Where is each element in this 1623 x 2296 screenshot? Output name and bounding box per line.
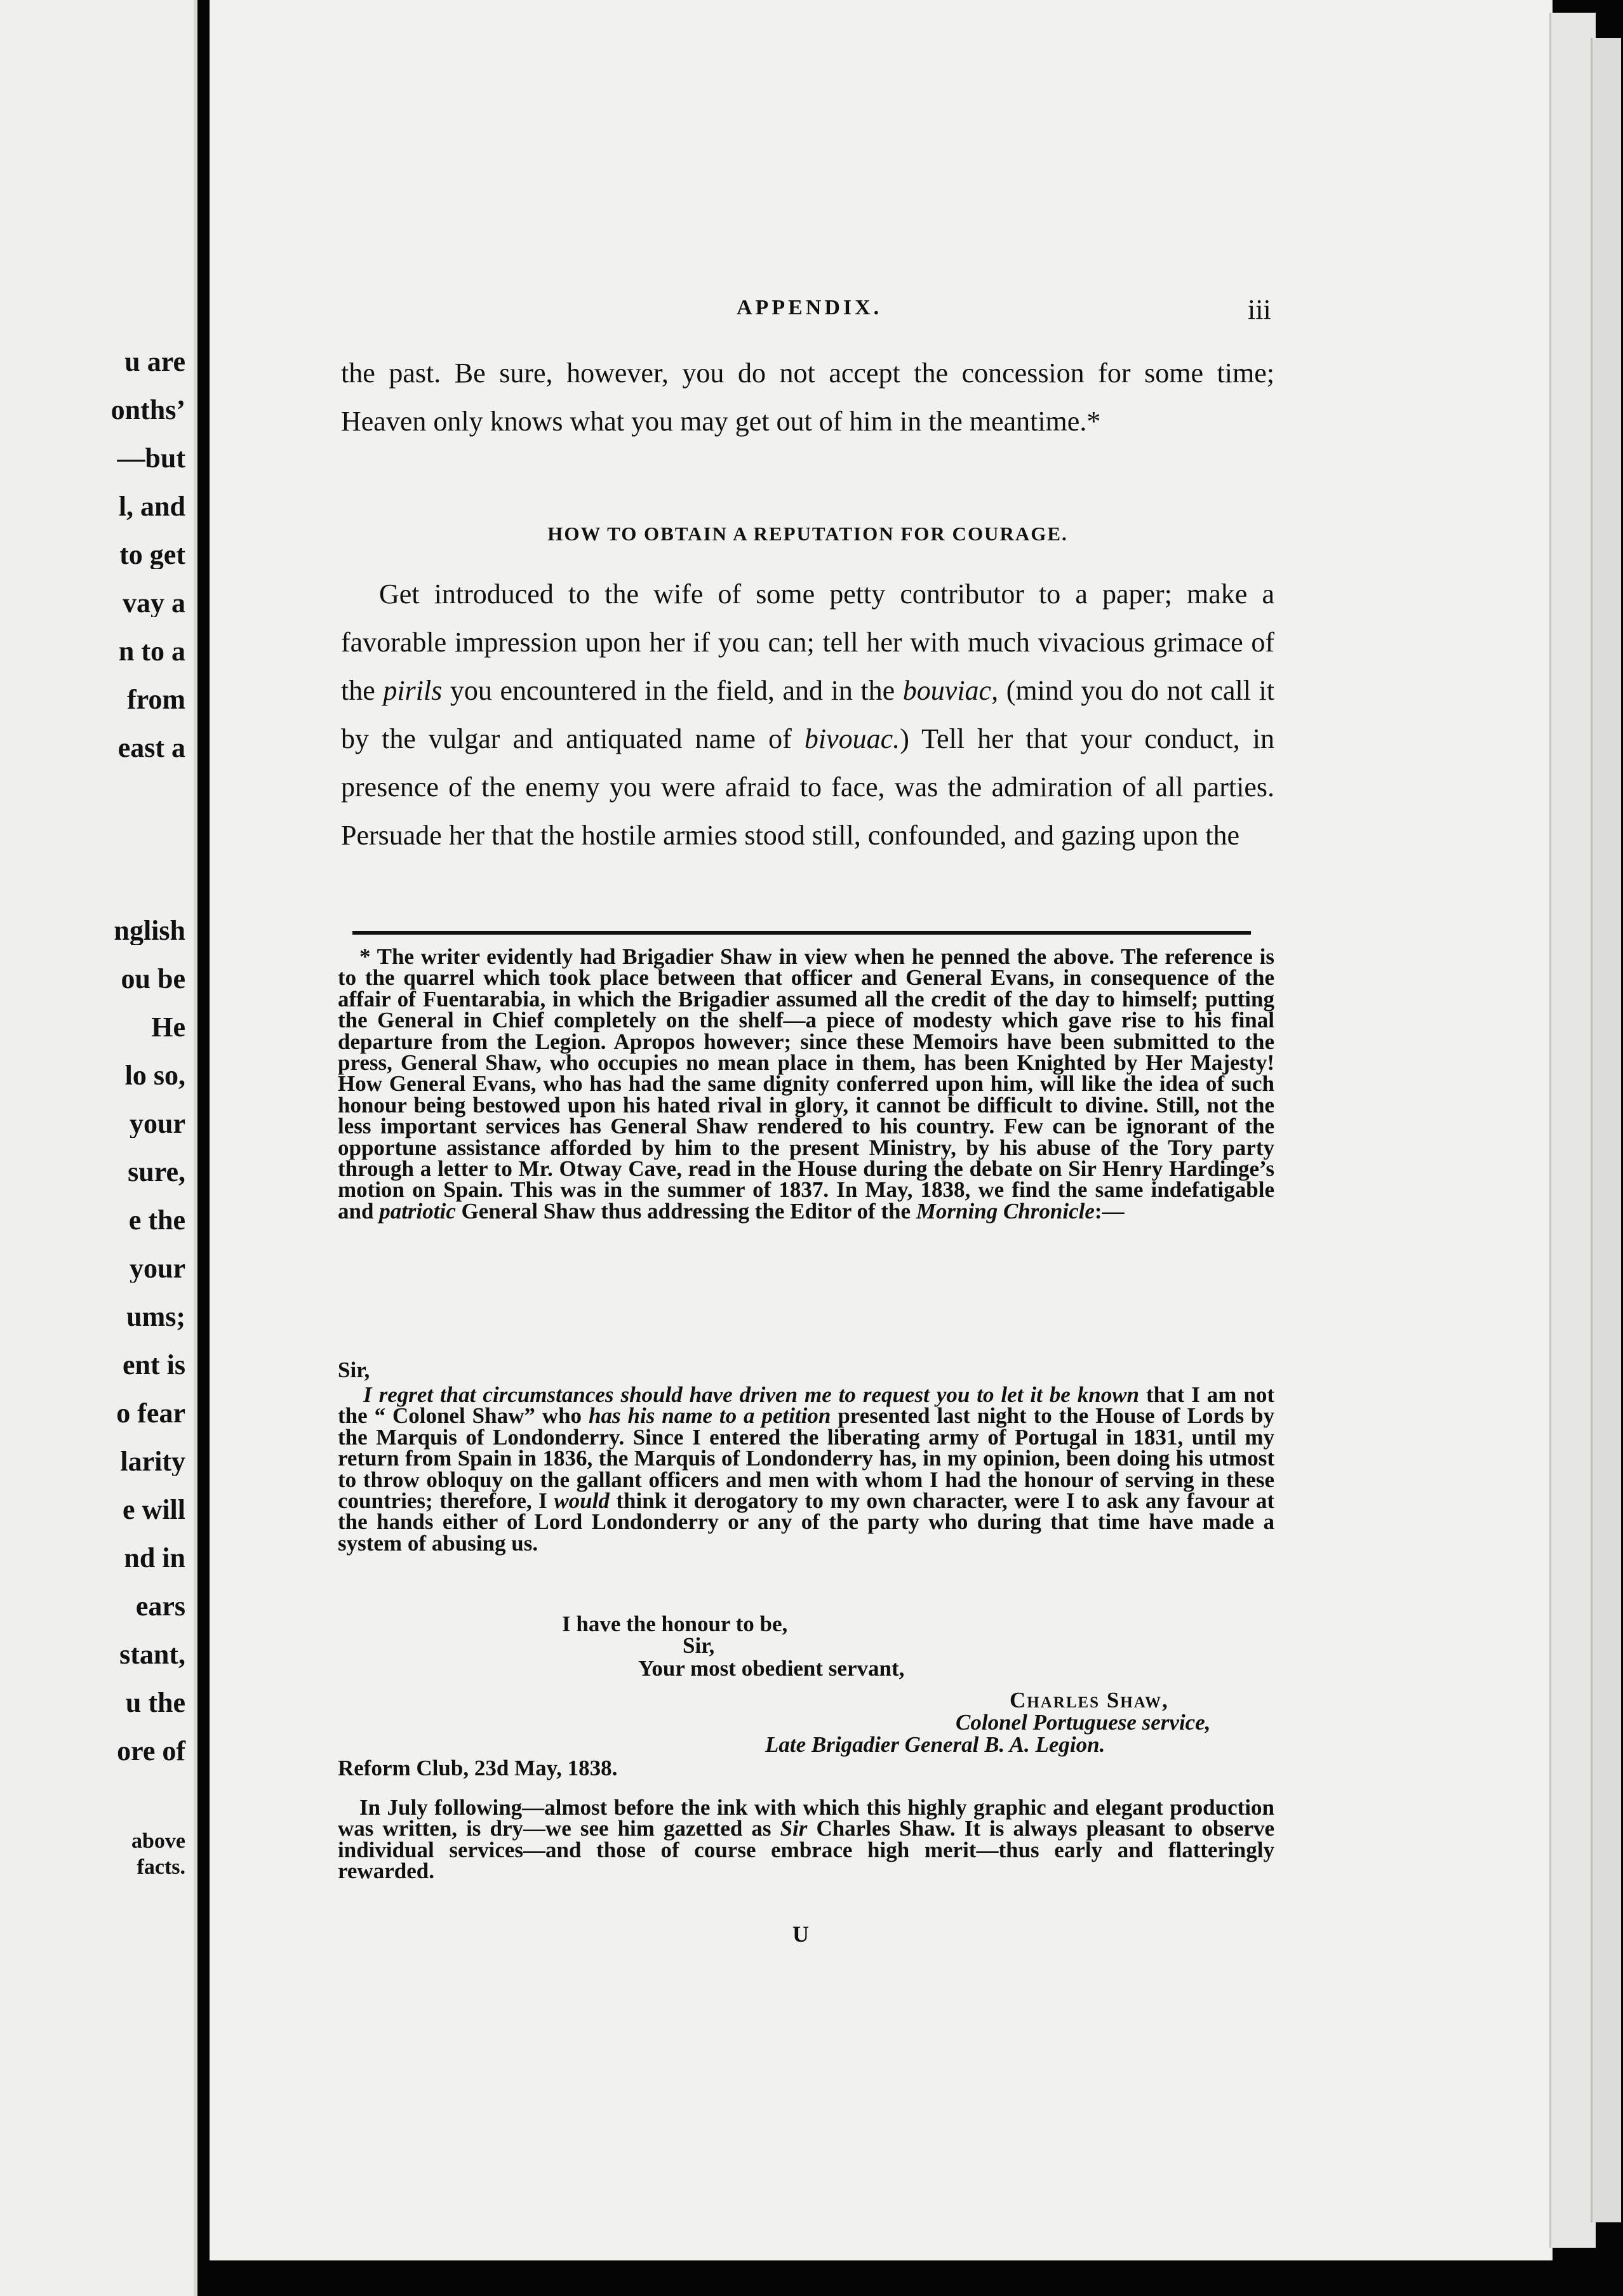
running-head: APPENDIX. [737, 296, 883, 319]
left-page-line: from [126, 686, 185, 714]
left-page-footnote [0, 1829, 190, 1881]
letter-closing: Sir, [683, 1633, 715, 1658]
left-page-line: east a [117, 734, 185, 762]
signature-title: Colonel Portuguese service, [956, 1710, 1211, 1735]
left-page-line: ums; [126, 1303, 185, 1331]
left-page-line: He [151, 1013, 185, 1041]
left-page-line: nglish [114, 917, 185, 945]
left-page-footnote-line: above [131, 1829, 185, 1853]
signature-place-date: Reform Club, 23d May, 1838. [338, 1756, 618, 1780]
left-page-line: e the [128, 1206, 185, 1234]
left-page-line: vay a [123, 589, 185, 617]
left-page-line: n to a [118, 637, 185, 665]
left-page-line: sure, [128, 1158, 185, 1186]
signature-name: Charles Shaw, [1010, 1688, 1169, 1712]
footnote-continuation: In July following—almost before the ink with which this highly graphic and elegant production was written, is dry—we see him gazetted as Sir Charles Shaw. It is always pleasant to observe individual services—and those of course embrace high merit—thus early and flatteringly rewarded. [338, 1795, 1275, 1884]
page-edge [1591, 38, 1621, 2222]
left-page-line: e will [123, 1496, 185, 1524]
left-page-line: lo so, [124, 1062, 185, 1090]
left-page-line: l, and [118, 493, 185, 521]
left-page-line: ore of [117, 1737, 185, 1765]
left-page-line: o fear [116, 1399, 185, 1427]
left-page-footnote-line: facts. [137, 1855, 185, 1879]
left-page-line: to get [119, 541, 185, 569]
letter-body: I regret that circumstances should have driven me to request you to let it be known that I am not the “ Colonel Shaw” who has his name to a petition presented last night to the House of Lords by the Marquis of Londonderry. Since I entered the liberating army of Portugal in 1831, until my return from Spain in 1836, the Marquis of Londonderry has, in my opinion, been doing his utmost to throw obloquy on the gallant officers and men with whom I had the honour of serving in these countries; therefore, I would think it derogatory to my own character, were I to ask any favour at the hands either of Lord Londonderry or any of the party who during that time have made a system of abusing us. [338, 1382, 1274, 1556]
letter-closing: I have the honour to be, [562, 1612, 788, 1636]
body-paragraph: Get introduced to the wife of some petty contributor to a paper; make a favorable impression upon her if you can; tell her with much vivacious grimace of the pirils you encountered in the field, and in the bouviac, (mind you do not call it by the vulgar and antiquated name of bivouac.) Tell her that your conduct, in presence of the enemy you were afraid to face, was the admiration of all parties. Persuade her that the hostile armies stood still, confounded, and gazing upon the [341, 578, 1274, 851]
page-number: iii [1248, 294, 1271, 325]
left-page-line: onths’ [110, 396, 185, 424]
left-page-line: —but [117, 444, 185, 472]
left-page-line: u the [125, 1689, 185, 1717]
left-facing-page [0, 0, 197, 2296]
left-page-line: u are [124, 348, 185, 376]
left-page-line: nd in [124, 1544, 185, 1572]
letter-closing: Your most obedient servant, [638, 1656, 905, 1681]
footnote: * The writer evidently had Brigadier Shaw in view when he penned the above. The reference is to the quarrel which took place between that officer and General Evans, in consequence of the affair of Fuentarabia, in which the Brigadier assumed all the credit of the day to himself; putting the General in Chief completely on the shelf—a piece of modesty which gave rise to his final departure from the Legion. Apropos however; since these Memoirs have been submitted to the press, General Shaw, who occupies no mean place in them, has been Knighted by Her Majesty! How General Evans, who has had the same dignity conferred upon him, will like the idea of such honour being bestowed upon his hated rival in glory, it cannot be difficult to divine. Still, not the less important services has General Shaw rendered to his country. Few can be ignorant of the opportune assistance afforded by him to the present Ministry, by his abuse of the Tory party through a letter to Mr. Otway Cave, read in the House during the debate on Sir Henry Hardinge’s motion on Spain. This was in the summer of 1837. In May, 1838, we find the same indefatigable and patriotic General Shaw thus addressing the Editor of the Morning Chronicle:— [338, 944, 1274, 1224]
left-page-line: ears [135, 1592, 185, 1620]
left-page-line: your [130, 1255, 185, 1283]
left-page-line: stant, [119, 1641, 185, 1669]
left-page-line: your [130, 1110, 185, 1138]
footnote-rule [352, 931, 1251, 935]
signature-title: Late Brigadier General B. A. Legion. [765, 1732, 1105, 1757]
page-edge [1549, 13, 1596, 2248]
signature-mark: U [792, 1921, 809, 1947]
letter-salutation: Sir, [338, 1358, 370, 1382]
left-page-line: larity [120, 1448, 185, 1476]
section-heading: HOW TO OBTAIN A REPUTATION FOR COURAGE. [547, 523, 1068, 545]
left-page-line: ent is [123, 1351, 185, 1379]
left-page-line: ou be [121, 965, 185, 993]
body-paragraph: the past. Be sure, however, you do not accept the concession for some time; Heaven only knows what you may get out of him in the meantime.* [341, 357, 1274, 437]
